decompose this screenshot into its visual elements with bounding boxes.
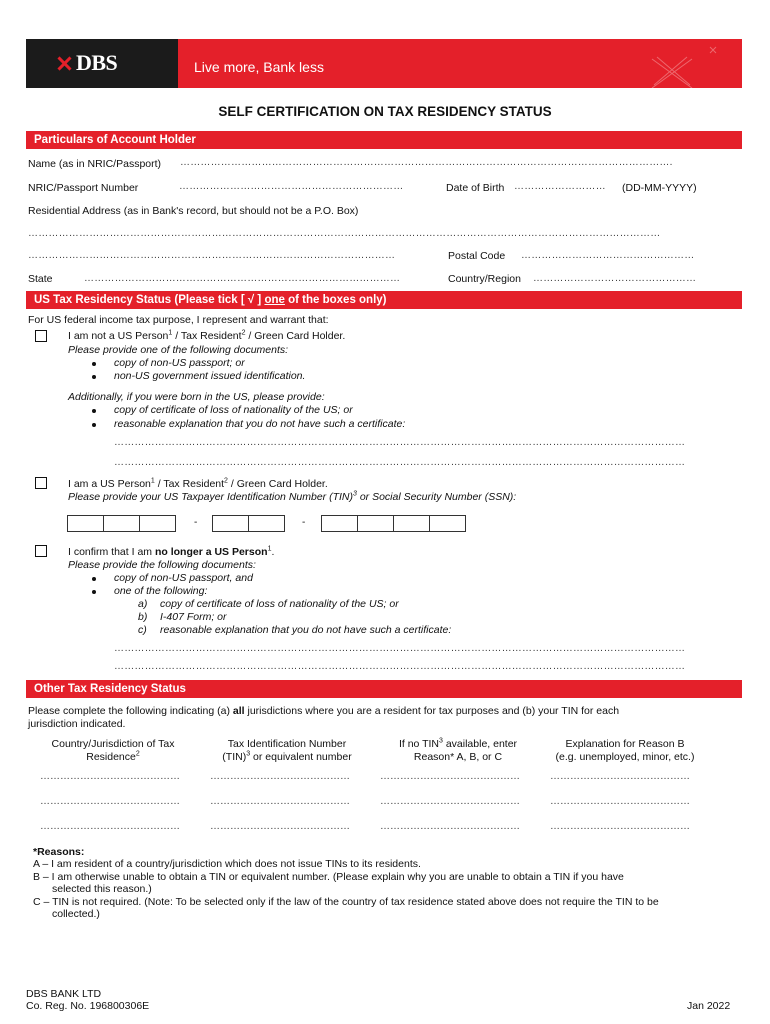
dbs-star-icon — [56, 55, 73, 72]
opt3-sub-a: copy of certificate of loss of nationality of the US; or — [160, 598, 399, 610]
column-header-reason: If no TIN$^3$ available, enter Reason* A, B, or C — [398, 737, 518, 763]
nric-label: NRIC/Passport Number — [28, 182, 139, 194]
opt3-explanation-line-1[interactable]: …………………………………………………………………………………………………………………………………………………… — [114, 643, 686, 654]
reason-b-line-2: selected this reason.) — [52, 883, 152, 895]
reason-cell-1[interactable]: …………………………………… — [380, 771, 520, 782]
footer-date: Jan 2022 — [687, 1000, 731, 1012]
opt3-sub-c-marker: c) — [138, 624, 147, 636]
tin-digit-box[interactable] — [248, 515, 285, 532]
not-us-person-checkbox[interactable] — [35, 330, 47, 342]
country-label: Country/Region — [448, 273, 521, 285]
country-cell-1[interactable]: …………………………………… — [40, 771, 180, 782]
opt3-sub-c: reasonable explanation that you do not have such a certificate: — [160, 624, 452, 636]
bullet — [92, 409, 96, 413]
footer-company: DBS BANK LTD — [26, 988, 102, 1000]
dob-format: (DD-MM-YYYY) — [622, 182, 697, 194]
column-header-explanation: Explanation for Reason B (e.g. unemployed, minor, etc.) — [555, 738, 695, 763]
reason-a: A – I am resident of a country/jurisdiction which does not issue TINs to its residents. — [33, 858, 421, 870]
other-tax-intro-1: Please complete the following indicating (a) all jurisdictions where you are a resident for tax purposes and (b) your TIN for each — [28, 705, 620, 717]
tin-separator: - — [194, 517, 198, 528]
logo-text: DBS — [76, 50, 118, 75]
nric-field[interactable]: ………………………………………………………… — [179, 181, 404, 192]
tin-digit-box[interactable] — [67, 515, 104, 532]
us-tax-header-pre: US Tax Residency Status (Please tick [ √ ] — [34, 294, 262, 306]
us-person-checkbox[interactable] — [35, 477, 47, 489]
opt3-doc-1: copy of non-US passport, and — [114, 572, 253, 584]
other-tax-intro-2: jurisdiction indicated. — [28, 718, 126, 730]
tin-cell-1[interactable]: …………………………………… — [210, 771, 350, 782]
opt3-docs-instruction: Please provide the following documents: — [68, 559, 256, 571]
reason-c-line-1: C – TIN is not required. (Note: To be selected only if the law of the country of tax residence stated above does not require the TIN to be — [33, 896, 659, 908]
name-field[interactable]: ………………………………………………………………………………………………………………………………. — [180, 157, 673, 168]
no-longer-us-person-checkbox[interactable] — [35, 545, 47, 557]
state-label: State — [28, 273, 53, 285]
tin-digit-box[interactable] — [103, 515, 140, 532]
option-not-us-person: I am not a US Person$^1$ / Tax Resident$^2$ / Green Card Holder. — [68, 329, 346, 342]
tagline: Live more, Bank less — [194, 59, 324, 75]
tin-digit-box[interactable] — [212, 515, 249, 532]
reason-cell-2[interactable]: …………………………………… — [380, 796, 520, 807]
opt1-explanation-line-2[interactable]: …………………………………………………………………………………………………………………………………………………… — [114, 457, 686, 468]
country-field[interactable]: ………………………………………… — [533, 273, 697, 284]
opt1-explanation-line-1[interactable]: …………………………………………………………………………………………………………………………………………………… — [114, 437, 686, 448]
bullet — [92, 362, 96, 366]
tin-digit-box[interactable] — [393, 515, 430, 532]
tin-cell-3[interactable]: …………………………………… — [210, 821, 350, 832]
tin-digit-box[interactable] — [139, 515, 176, 532]
bullet — [92, 423, 96, 427]
opt1-doc-1: copy of non-US passport; or — [114, 357, 245, 369]
explanation-cell-1[interactable]: …………………………………… — [550, 771, 690, 782]
opt1-additional-instruction: Additionally, if you were born in the US, please provide: — [68, 391, 325, 403]
postal-code-label: Postal Code — [448, 250, 506, 262]
opt3-sub-b: I-407 Form; or — [160, 611, 227, 623]
tin-digit-box[interactable] — [429, 515, 466, 532]
explanation-cell-2[interactable]: …………………………………… — [550, 796, 690, 807]
section-header-account-holder: Particulars of Account Holder — [26, 131, 742, 149]
reason-b-line-1: B – I am otherwise unable to obtain a TIN or equivalent number. (Please explain why you are unable to obtain a TIN if you have — [33, 871, 624, 883]
tin-cell-2[interactable]: …………………………………… — [210, 796, 350, 807]
column-header-country: Country/Jurisdiction of Tax Residence$^2$ — [51, 738, 175, 763]
address-line-1[interactable]: …………………………………………………………………………………………………………………………………………………………………… — [28, 228, 661, 239]
opt1-docs-instruction: Please provide one of the following documents: — [68, 344, 289, 356]
country-cell-3[interactable]: …………………………………… — [40, 821, 180, 832]
explanation-cell-3[interactable]: …………………………………… — [550, 821, 690, 832]
bullet — [92, 577, 96, 581]
opt3-sub-b-marker: b) — [138, 611, 148, 623]
logo — [26, 39, 178, 88]
reason-cell-3[interactable]: …………………………………… — [380, 821, 520, 832]
option-no-longer-us-person: I confirm that I am no longer a US Person$^1$. — [68, 545, 275, 558]
column-header-tin: Tax Identification Number (TIN)$^3$ or equivalent number — [222, 738, 352, 763]
country-cell-2[interactable]: …………………………………… — [40, 796, 180, 807]
dob-label: Date of Birth — [446, 182, 505, 194]
form-title: SELF CERTIFICATION ON TAX RESIDENCY STATUS — [218, 104, 552, 119]
opt1-additional-2: reasonable explanation that you do not have such a certificate: — [114, 418, 406, 430]
opt1-doc-2: non-US government issued identification. — [114, 370, 306, 382]
opt3-doc-2: one of the following: — [114, 585, 208, 597]
bullet — [92, 375, 96, 379]
section-header-us-tax — [26, 291, 742, 309]
section-header-other-tax: Other Tax Residency Status — [26, 680, 742, 698]
decorative-star-icon — [632, 39, 742, 88]
us-tax-header-post: of the boxes only) — [288, 294, 387, 306]
tin-digit-box[interactable] — [321, 515, 358, 532]
opt3-explanation-line-2[interactable]: …………………………………………………………………………………………………………………………………………………… — [114, 661, 686, 672]
us-tax-intro: For US federal income tax purpose, I represent and warrant that: — [28, 314, 329, 326]
name-label: Name (as in NRIC/Passport) — [28, 158, 162, 170]
postal-code-field[interactable]: …………………………………………… — [521, 250, 695, 261]
option-us-person: I am a US Person$^1$ / Tax Resident$^2$ / Green Card Holder. — [68, 477, 328, 490]
opt2-tin-instruction: Please provide your US Taxpayer Identification Number (TIN)$^3$ or Social Security Number (SSN): — [68, 490, 517, 503]
tin-digit-box[interactable] — [357, 515, 394, 532]
state-field[interactable]: ………………………………………………………………………………… — [84, 273, 401, 284]
address-label: Residential Address (as in Bank's record, but should not be a P.O. Box) — [28, 205, 359, 217]
opt1-additional-1: copy of certificate of loss of nationality of the US; or — [114, 404, 353, 416]
reasons-title: *Reasons: — [33, 846, 85, 858]
footer-reg-no: Co. Reg. No. 196800306E — [26, 1000, 150, 1012]
bullet — [92, 590, 96, 594]
tin-separator: - — [302, 517, 306, 528]
dob-field[interactable]: ……………………… — [514, 181, 606, 192]
opt3-sub-a-marker: a) — [138, 598, 148, 610]
address-line-2[interactable]: ……………………………………………………………………………………………… — [28, 250, 396, 261]
reason-c-line-2: collected.) — [52, 908, 100, 920]
brand-banner — [26, 39, 742, 88]
us-tax-header-one: one — [264, 294, 285, 306]
